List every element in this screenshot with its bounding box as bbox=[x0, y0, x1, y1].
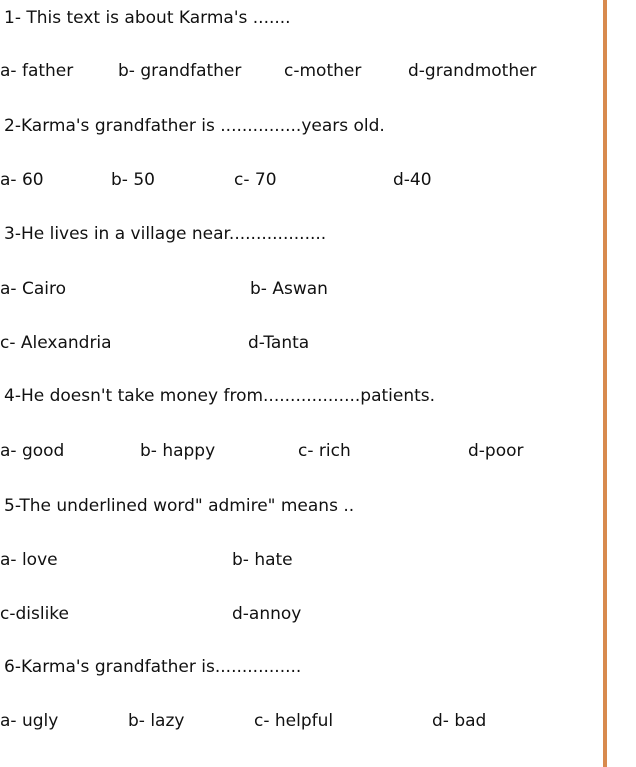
q3-option-b: b- Aswan bbox=[250, 279, 328, 299]
q6-option-d: d- bad bbox=[432, 711, 487, 731]
q6-option-a: a- ugly bbox=[0, 711, 59, 731]
q5-option-b: b- hate bbox=[232, 550, 293, 570]
q4-option-b: b- happy bbox=[140, 441, 216, 461]
q4-option-d: d-poor bbox=[468, 441, 524, 461]
q5-option-c: c-dislike bbox=[0, 604, 69, 624]
q1-option-a: a- father bbox=[0, 61, 74, 81]
question-2: 2-Karma's grandfather is ...............years old. bbox=[4, 116, 385, 136]
question-1-options bbox=[0, 60, 600, 82]
question-5-options-row-2 bbox=[0, 603, 600, 625]
question-4-options bbox=[0, 440, 600, 462]
q1-option-b: b- grandfather bbox=[118, 61, 242, 81]
question-5-options-row-1 bbox=[0, 549, 600, 571]
q2-option-a: a- 60 bbox=[0, 170, 44, 190]
q5-option-a: a- love bbox=[0, 550, 58, 570]
q4-option-c: c- rich bbox=[298, 441, 351, 461]
q6-option-b: b- lazy bbox=[128, 711, 185, 731]
question-3-options-row-1 bbox=[0, 278, 600, 300]
question-2-options bbox=[0, 169, 600, 191]
q1-option-c: c-mother bbox=[284, 61, 362, 81]
question-3-options-row-2 bbox=[0, 332, 600, 354]
q4-option-a: a- good bbox=[0, 441, 65, 461]
q2-option-c: c- 70 bbox=[234, 170, 277, 190]
q3-option-c: c- Alexandria bbox=[0, 333, 112, 353]
q2-option-d: d-40 bbox=[393, 170, 432, 190]
question-1: 1- This text is about Karma's ....... bbox=[4, 8, 291, 28]
q6-option-c: c- helpful bbox=[254, 711, 334, 731]
question-5: 5-The underlined word" admire" means .. bbox=[4, 496, 355, 516]
question-6: 6-Karma's grandfather is................ bbox=[4, 657, 302, 677]
question-3: 3-He lives in a village near.................. bbox=[4, 224, 327, 244]
question-4: 4-He doesn't take money from..................patients. bbox=[4, 386, 436, 406]
q3-option-a: a- Cairo bbox=[0, 279, 66, 299]
question-6-options bbox=[0, 710, 600, 732]
q3-option-d: d-Tanta bbox=[248, 333, 310, 353]
right-margin-border bbox=[603, 0, 607, 767]
q1-option-d: d-grandmother bbox=[408, 61, 537, 81]
q5-option-d: d-annoy bbox=[232, 604, 302, 624]
q2-option-b: b- 50 bbox=[111, 170, 155, 190]
